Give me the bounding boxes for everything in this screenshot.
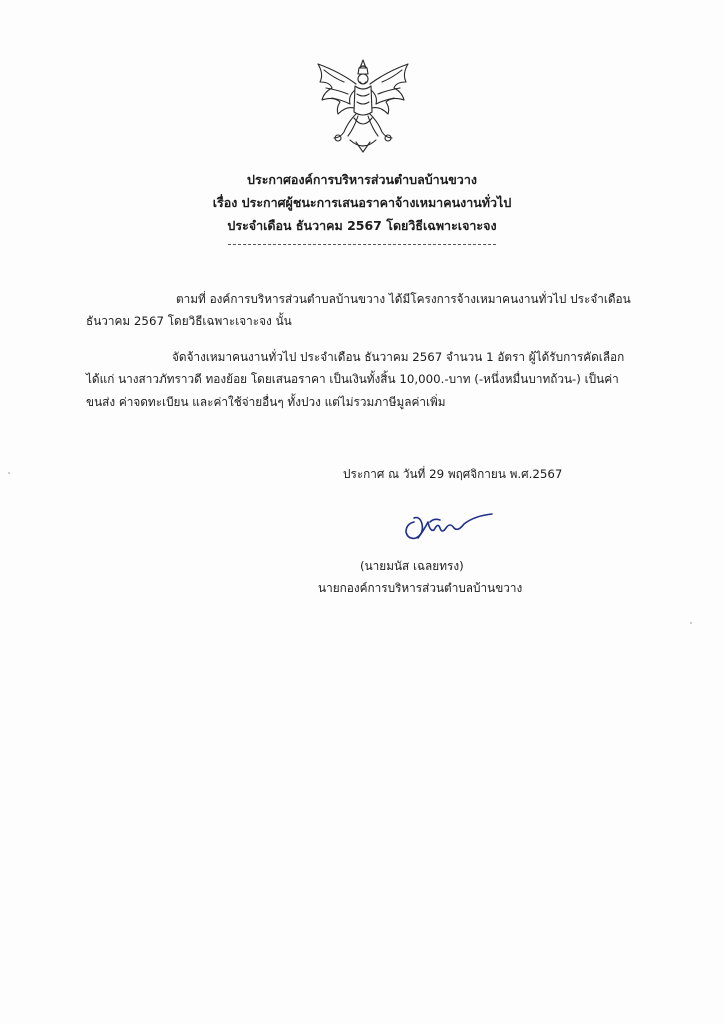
- garuda-emblem-icon: [310, 58, 416, 154]
- scan-speck: [8, 472, 10, 474]
- paragraph2-line3: ขนส่ง ค่าจดทะเบียน และค่าใช้จ่ายอื่นๆ ทั้งปวง แต่ไม่รวมภาษีมูลค่าเพิ่ม: [86, 395, 446, 409]
- heading-divider: [228, 244, 496, 245]
- handwritten-signature: [400, 508, 496, 548]
- announcement-subject: เรื่อง ประกาศผู้ชนะการเสนอราคาจ้างเหมาคนงานทั่วไป: [212, 195, 512, 210]
- signer-name: (นายมนัส เฉลยทรง): [360, 559, 464, 573]
- announcement-heading-line1: ประกาศองค์การบริหารส่วนตำบลบ้านขวาง: [247, 172, 477, 187]
- paragraph2-line2: ได้แก่ นางสาวภัทราวดี ทองย้อย โดยเสนอราคา เป็นเงินทั้งสิ้น 10,000.-บาท (-หนึ่งหมื่นบาทถ้วน-) เป็นค่า: [86, 372, 619, 386]
- paragraph1-line2: ธันวาคม 2567 โดยวิธีเฉพาะเจาะจง นั้น: [86, 314, 292, 328]
- announcement-period: ประจำเดือน ธันวาคม 2567 โดยวิธีเฉพาะเจาะจง: [227, 218, 497, 233]
- announcement-date: ประกาศ ณ วันที่ 29 พฤศจิกายน พ.ศ.2567: [343, 467, 563, 481]
- paragraph2-line1: จัดจ้างเหมาคนงานทั่วไป ประจำเดือน ธันวาคม 2567 จำนวน 1 อัตรา ผู้ได้รับการคัดเลือก: [172, 350, 625, 364]
- paragraph1-line1: ตามที่ องค์การบริหารส่วนตำบลบ้านขวาง ได้มีโครงการจ้างเหมาคนงานทั่วไป ประจำเดือน: [176, 292, 631, 306]
- signer-title: นายกองค์การบริหารส่วนตำบลบ้านขวาง: [318, 581, 523, 595]
- scan-speck: [690, 622, 692, 624]
